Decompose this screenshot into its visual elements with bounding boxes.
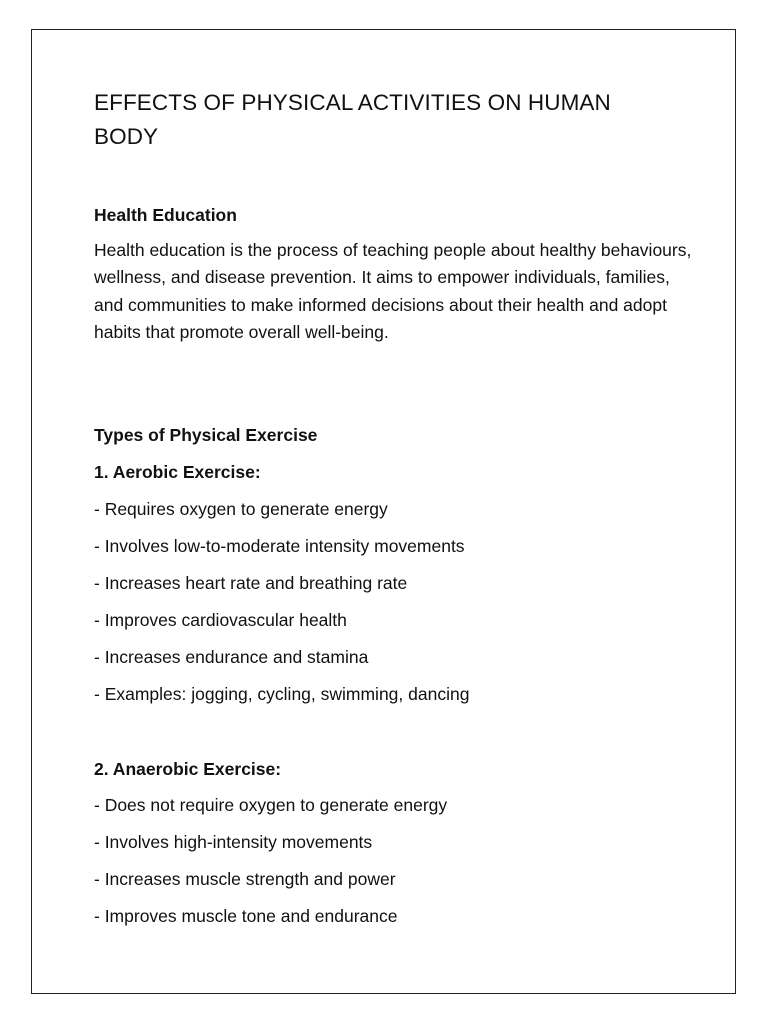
anaerobic-point: - Increases muscle strength and power <box>94 869 396 889</box>
document-title: EFFECTS OF PHYSICAL ACTIVITIES ON HUMAN BODY <box>94 90 611 149</box>
aerobic-point: - Increases heart rate and breathing rate <box>94 573 408 593</box>
aerobic-point: - Requires oxygen to generate energy <box>94 499 388 519</box>
aerobic-point: - Examples: jogging, cycling, swimming, dancing <box>94 684 470 704</box>
anaerobic-exercise-heading: 2. Anaerobic Exercise: <box>94 759 282 779</box>
document-page <box>31 29 736 994</box>
aerobic-exercise-heading: 1. Aerobic Exercise: <box>94 462 261 482</box>
health-education-paragraph: Health education is the process of teaching people about healthy behaviours, wellness, and disease prevention. It aims to empower individuals, families, and communities to make informed decisions about their health and adopt habits that promote overall well-being. <box>94 240 692 343</box>
aerobic-point: - Improves cardiovascular health <box>94 610 347 630</box>
health-education-heading: Health Education <box>94 205 237 225</box>
aerobic-point: - Involves low-to-moderate intensity movements <box>94 536 465 556</box>
aerobic-point: - Increases endurance and stamina <box>94 647 369 667</box>
types-of-exercise-heading: Types of Physical Exercise <box>94 425 318 445</box>
anaerobic-point: - Involves high-intensity movements <box>94 832 373 852</box>
anaerobic-point: - Improves muscle tone and endurance <box>94 906 398 926</box>
anaerobic-point: - Does not require oxygen to generate energy <box>94 795 448 815</box>
